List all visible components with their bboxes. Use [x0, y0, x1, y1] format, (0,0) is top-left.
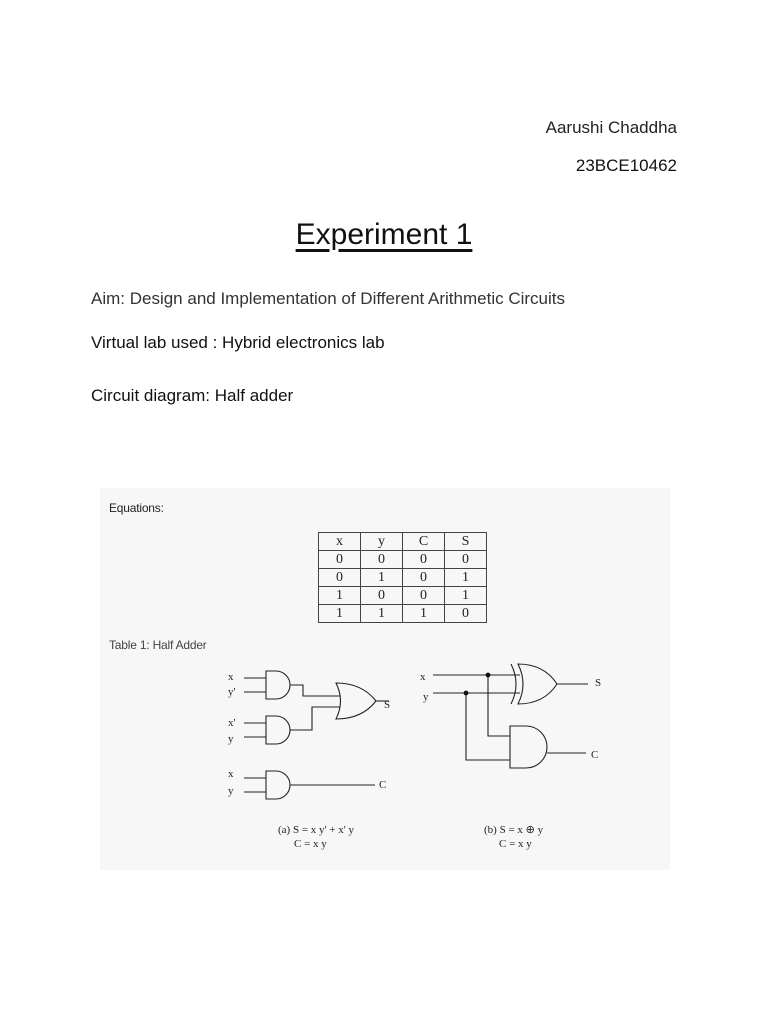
- caption-a-line1: (a) S = x y' + x' y: [278, 824, 354, 836]
- truth-table-cell: 1: [361, 569, 403, 587]
- table-caption: Table 1: Half Adder: [109, 638, 207, 652]
- input-label-b-y: y: [423, 691, 429, 703]
- truth-table-cell: 1: [361, 605, 403, 623]
- xor-gate-back-curve: [511, 664, 516, 704]
- output-label-b-s: S: [595, 677, 602, 689]
- truth-table-header: C: [403, 533, 445, 551]
- truth-table-cell: 1: [403, 605, 445, 623]
- circuit-b: [433, 664, 588, 768]
- output-label-a-s: S: [384, 699, 391, 711]
- author-name: Aarushi Chaddha: [545, 118, 677, 137]
- caption-b-line2: C = x y: [499, 838, 532, 850]
- and-gate-3: [266, 771, 290, 799]
- truth-table-cell: 0: [319, 551, 361, 569]
- xor-gate: [518, 664, 557, 704]
- junction-dot-x: [486, 673, 491, 678]
- truth-table-cell: 0: [403, 569, 445, 587]
- page-title: Experiment 1: [295, 218, 473, 251]
- input-label-a-x: x: [228, 671, 234, 683]
- roll-number: 23BCE10462: [575, 156, 677, 175]
- truth-table-header: x: [319, 533, 361, 551]
- equations-label: Equations:: [109, 501, 164, 515]
- truth-table-cell: 0: [445, 605, 487, 623]
- truth-table-cell: 1: [445, 587, 487, 605]
- truth-table-cell: 0: [361, 551, 403, 569]
- virtual-lab-line: Virtual lab used : Hybrid electronics lab: [91, 333, 385, 352]
- truth-table-cell: 0: [361, 587, 403, 605]
- and-gate-b: [510, 726, 547, 768]
- truth-table-cell: 0: [445, 551, 487, 569]
- half-adder-circuits: [100, 488, 670, 870]
- input-label-b-x: x: [420, 671, 426, 683]
- caption-b-line1: (b) S = x ⊕ y: [484, 824, 544, 836]
- and-gate-1: [266, 671, 290, 699]
- input-label-a-y-prime: y': [228, 686, 236, 698]
- truth-table-cell: 0: [403, 587, 445, 605]
- output-label-b-c: C: [591, 749, 599, 761]
- truth-table-cell: 1: [445, 569, 487, 587]
- aim-line: Aim: Design and Implementation of Different Arithmetic Circuits: [91, 289, 565, 308]
- and-gate-2: [266, 716, 290, 744]
- circuit-diagram-line: Circuit diagram: Half adder: [91, 386, 294, 405]
- truth-table-cell: 1: [319, 587, 361, 605]
- truth-table-header: S: [445, 533, 487, 551]
- half-adder-figure: [100, 488, 670, 870]
- truth-table-cell: 0: [403, 551, 445, 569]
- output-label-a-c: C: [379, 779, 387, 791]
- input-label-a-x-prime: x': [228, 717, 236, 729]
- circuit-a: [244, 671, 389, 799]
- junction-dot-y: [464, 691, 469, 696]
- input-label-a-y2: y: [228, 785, 234, 797]
- truth-table-cell: 0: [319, 569, 361, 587]
- truth-table-cell: 1: [319, 605, 361, 623]
- or-gate: [336, 683, 376, 719]
- input-label-a-y: y: [228, 733, 234, 745]
- truth-table-header: y: [361, 533, 403, 551]
- input-label-a-x2: x: [228, 768, 234, 780]
- caption-a-line2: C = x y: [294, 838, 327, 850]
